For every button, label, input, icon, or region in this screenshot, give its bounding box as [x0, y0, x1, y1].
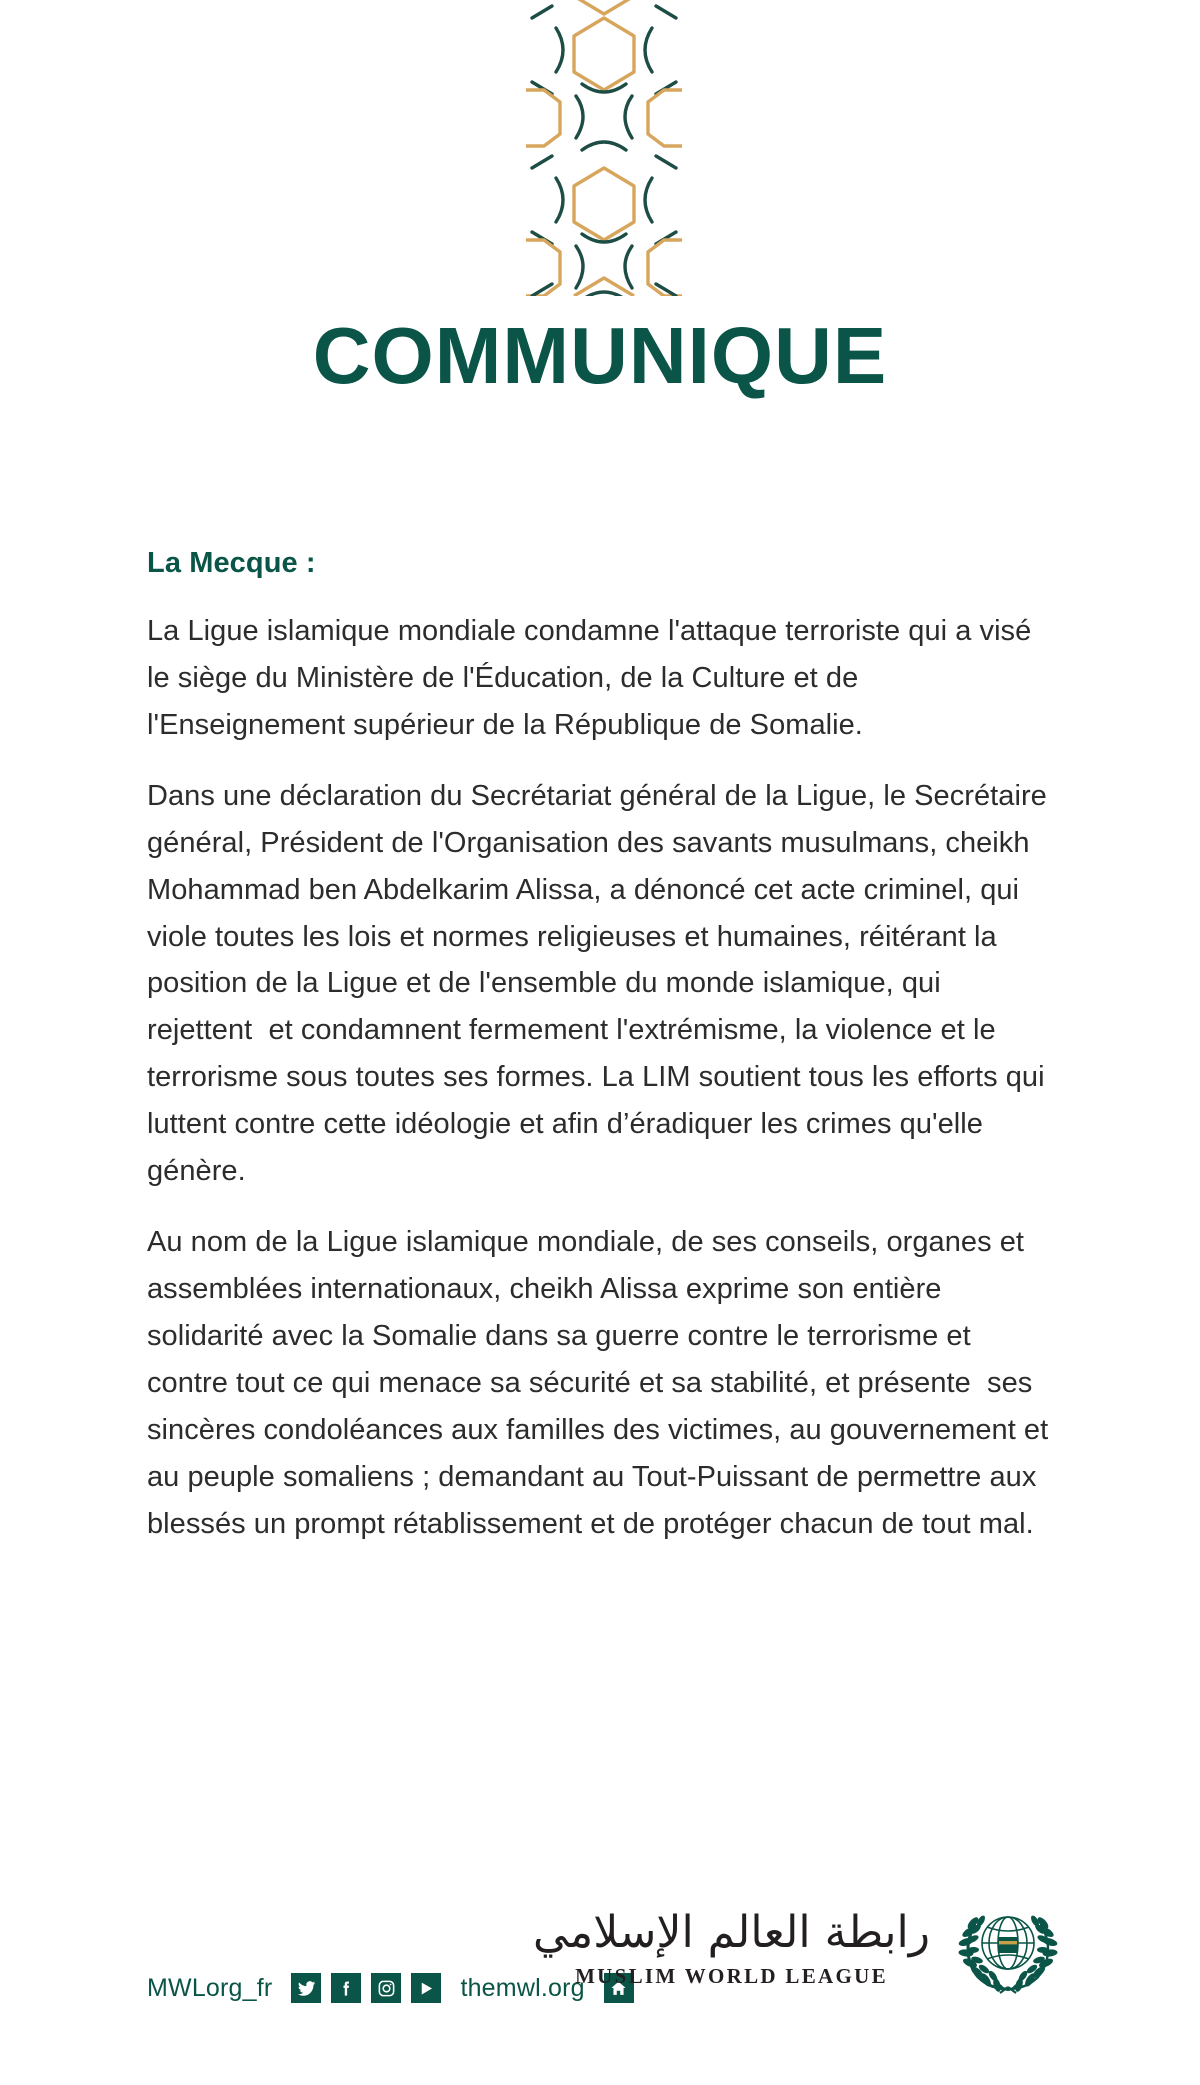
paragraph-3: Au nom de la Ligue islamique mondiale, de ses conseils, organes et assemblées internationaux, cheikh Alissa exprime son entière solidarité avec la Somalie dans sa guerre contre le terrorisme et contre tout ce qui menace sa sécurité et sa stabilité, et présente ses sincères condoléances aux familles des victimes, au gouvernement et au peuple somaliens ; demandant au Tout-Puissant de permettre aux blessés un prompt rétablissement et de protéger chacun de tout mal.: [147, 1226, 1057, 1541]
page-title-container: [0, 311, 1200, 400]
dateline-location: La Mecque :: [147, 547, 316, 579]
page-footer: [0, 1885, 1200, 2085]
youtube-icon[interactable]: [411, 1973, 441, 2003]
logo-english-name: MUSLIM WORLD LEAGUE: [575, 1964, 888, 1988]
paragraph-2: Dans une déclaration du Secrétariat général de la Ligue, le Secrétaire général, Président de l'Organisation des savants musulmans, cheikh Mohammad ben Abdelkarim Alissa, a dénoncé cet acte criminel, qui viole toutes les lois et normes religieuses et humaines, réitérant la position de la Ligue et de l'ensemble du monde islamique, qui rejettent et condamnent fermement l'extrémisme, la violence et le terrorisme sous toutes ses formes. La LIM soutient tous les efforts qui luttent contre cette idéologie et afin d’éradiquer les crimes qu'elle génère.: [147, 779, 1055, 1188]
instagram-icon[interactable]: [371, 1973, 401, 2003]
article-body: [147, 545, 1057, 1548]
islamic-pattern-ornament: [526, 0, 682, 296]
mwl-logo: [533, 1893, 1060, 2001]
page-title: COMMUNIQUE: [312, 311, 888, 400]
logo-arabic-name: رابطة العالم الإسلامي: [532, 1907, 930, 1958]
paragraph-1: La Ligue islamique mondiale condamne l'attaque terroriste qui a visé le siège du Ministère de l'Éducation, de la Culture et de l'Enseignement supérieur de la République de Somalie.: [147, 614, 1040, 741]
logo-wordmark: [533, 1905, 930, 1989]
facebook-icon[interactable]: [331, 1973, 361, 2003]
twitter-icon[interactable]: [291, 1973, 321, 2003]
social-handle: MWLorg_fr: [147, 1973, 273, 2002]
globe-laurel-emblem: [956, 1893, 1060, 2001]
website-url[interactable]: themwl.org: [460, 1973, 585, 2002]
